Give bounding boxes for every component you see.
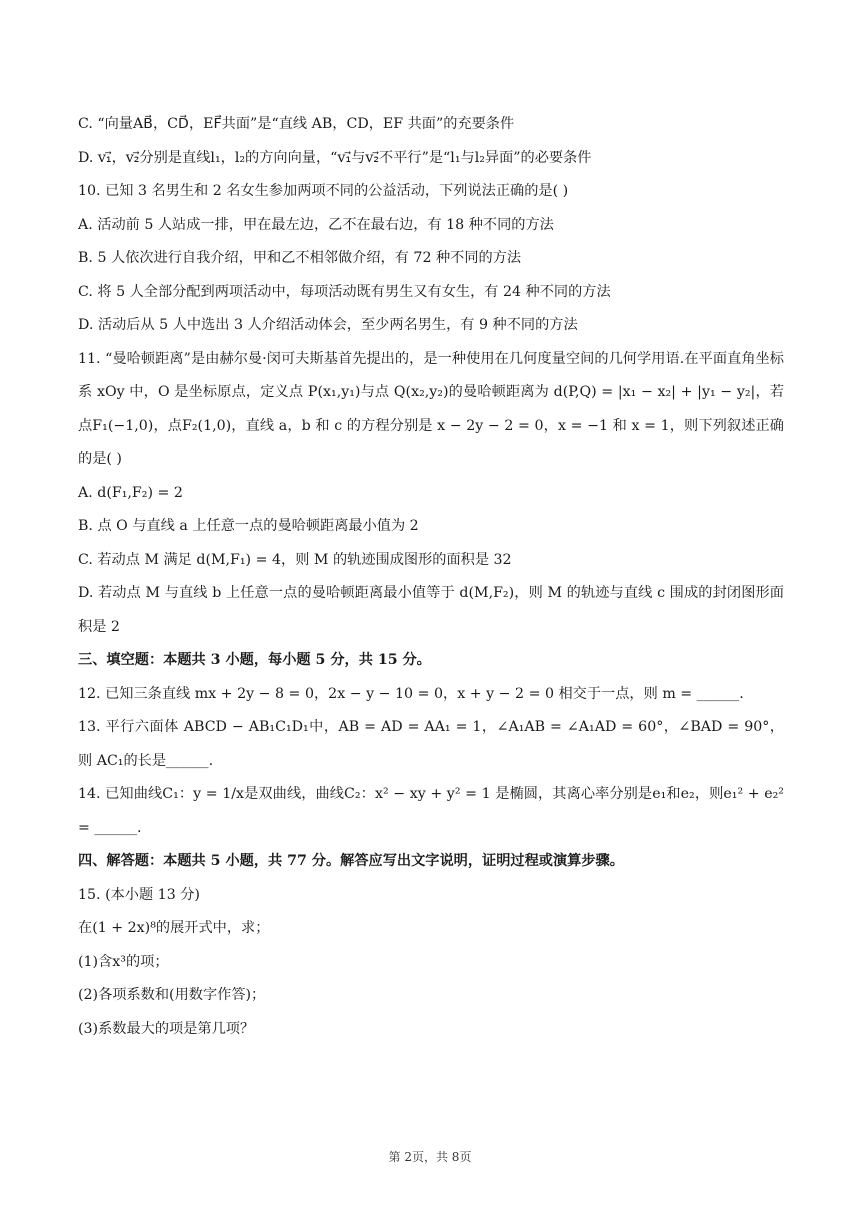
question-11: 11. “曼哈顿距离”是由赫尔曼·闵可夫斯基首先提出的，是一种使用在几何度量空间的几何学用语.在平面直角坐标系 xOy 中，O 是坐标原点，定义点 P(x₁,y₁)与点 Q(x₂,y₂)的曼哈顿距离为 d(P,Q) = |x₁ − x₂| + |y₁ − y₂|，若点F₁(−1,0)，点F₂(1,0)，直线 a，b 和 c 的方程分别是 x − 2y − 2 = 0，x = −1 和 x = 1，则下列叙述正确的是( ) (78, 350, 784, 467)
q10-option-d: D. 活动后从 5 人中选出 3 人介绍活动体会，至少两名男生，有 9 种不同的方法 (78, 317, 578, 333)
question-14: 14. 已知曲线C₁：y = 1/x是双曲线，曲线C₂：x² − xy + y² = 1 是椭圆，其离心率分别是e₁和e₂，则e₁² + e₂² = ______. (78, 786, 784, 836)
q9-option-c: C. “向量AB⃗，CD⃗，EF⃗共面”是“直线 AB，CD，EF 共面”的充要条件 (78, 116, 515, 132)
section-4-heading: 四、解答题：本题共 5 小题，共 77 分。解答应写出文字说明，证明过程或演算步骤。 (78, 853, 624, 869)
question-15-title: 15. (本小题 13 分) (78, 886, 200, 903)
q11-option-d: D. 若动点 M 与直线 b 上任意一点的曼哈顿距离最小值等于 d(M,F₂)，则 M 的轨迹与直线 c 围成的封闭图形面积是 2 (78, 585, 784, 635)
q10-option-b: B. 5 人依次进行自我介绍，甲和乙不相邻做介绍，有 72 种不同的方法 (78, 250, 522, 266)
q10-option-c: C. 将 5 人全部分配到两项活动中，每项活动既有男生又有女生，有 24 种不同的方法 (78, 283, 611, 300)
q9-option-d: D. v₁⃗，v₂⃗分别是直线l₁，l₂的方向向量，“v₁⃗与v₂⃗不平行”是“l₁与l₂异面”的必要条件 (78, 149, 592, 166)
question-12: 12. 已知三条直线 mx + 2y − 8 = 0，2x − y − 10 = 0，x + y − 2 = 0 相交于一点，则 m = ______. (78, 685, 744, 702)
section-3-heading: 三、填空题：本题共 3 小题，每小题 5 分，共 15 分。 (78, 652, 431, 668)
page-footer: 第 2页，共 8页 (388, 1150, 472, 1164)
q15-part-2: (2)各项系数和(用数字作答)； (78, 987, 266, 1003)
q10-option-a: A. 活动前 5 人站成一排，甲在最左边，乙不在最右边，有 18 种不同的方法 (78, 216, 554, 233)
q11-option-b: B. 点 O 与直线 a 上任意一点的曼哈顿距离最小值为 2 (78, 518, 419, 534)
question-10: 10. 已知 3 名男生和 2 名女生参加两项不同的公益活动，下列说法正确的是( ) (78, 183, 569, 199)
q15-part-1: (1)含x³的项； (78, 953, 169, 970)
question-15-stem: 在(1 + 2x)⁸的展开式中，求； (78, 920, 270, 936)
question-13: 13. 平行六面体 ABCD − AB₁C₁D₁中，AB = AD = AA₁ = 1，∠A₁AB = ∠A₁AD = 60°，∠BAD = 90°，则 AC₁的长是______. (78, 719, 784, 769)
q11-option-c: C. 若动点 M 满足 d(M,F₁) = 4，则 M 的轨迹围成图形的面积是 32 (78, 551, 512, 568)
page-content (78, 108, 784, 1046)
q11-option-a: A. d(F₁,F₂) = 2 (78, 484, 183, 501)
q15-part-3: (3)系数最大的项是第几项？ (78, 1020, 255, 1037)
